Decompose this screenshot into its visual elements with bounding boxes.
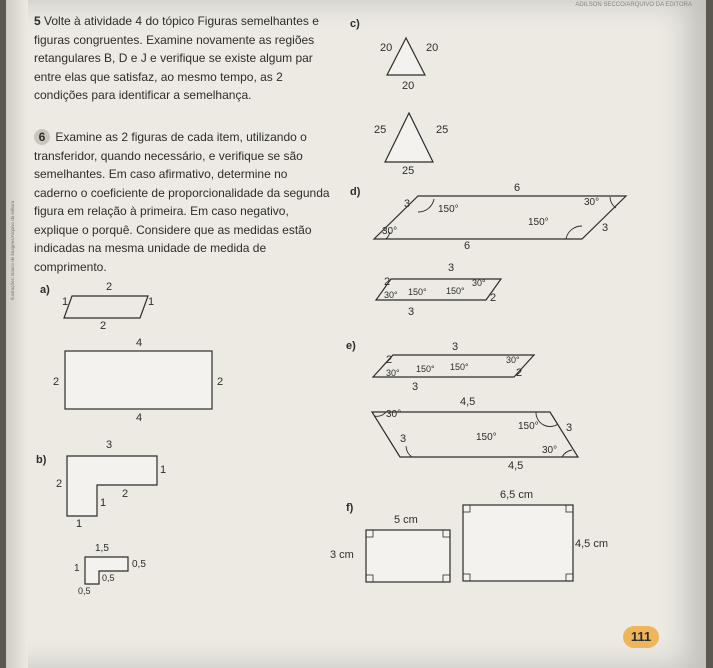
item-c-tri2-left: 25 <box>374 124 387 136</box>
item-e-par1-right: 2 <box>516 367 523 379</box>
item-a-fig2-right: 2 <box>217 376 224 388</box>
image-credit: Ilustrações: Banco de imagens/Arquivo da editora <box>10 200 15 300</box>
item-a-fig1-left: 1 <box>62 296 69 308</box>
item-c-label: c) <box>350 18 360 30</box>
item-e-par1-angle-c: 150° <box>450 362 469 372</box>
item-a-fig1-right: 1 <box>148 296 155 308</box>
item-c-tri1-base: 20 <box>402 80 415 92</box>
item-e-label: e) <box>346 340 356 352</box>
question-5-text: Volte à atividade 4 do tópico Figuras semelhantes e figuras congruentes. Examine novamente as regiões retangulares B, D e J e verifique se existe algum par entre elas que satisfaz, ao mesmo tempo, as 2 condições para identificar a semelhança. <box>34 14 319 102</box>
item-d-label: d) <box>350 186 361 198</box>
top-credit: ADILSON SECCO/ARQUIVO DA EDITORA <box>575 2 692 8</box>
item-e-par2-angle-c: 150° <box>476 432 497 443</box>
item-b-fig2-bottom: 0,5 <box>78 586 91 596</box>
item-f-rectangle-large <box>463 505 573 581</box>
item-b-fig1-right: 1 <box>160 464 167 476</box>
item-d-par2-bottom: 3 <box>408 306 415 318</box>
item-e-par1-top: 3 <box>452 341 459 353</box>
item-e-par1-bottom: 3 <box>412 381 419 393</box>
item-b-fig1-bottom: 1 <box>76 518 83 530</box>
item-e-par2-right: 3 <box>566 422 573 434</box>
item-d-par2-angle-c: 150° <box>446 286 465 296</box>
item-d-par1-angle-c: 150° <box>528 217 549 228</box>
question-5 <box>34 12 334 105</box>
question-5-number: 5 <box>34 14 41 28</box>
item-a-label: a) <box>40 284 50 296</box>
item-b-fig1-inner-h: 2 <box>122 488 129 500</box>
item-c-triangle-large <box>385 113 433 162</box>
item-d-par2-angle-b: 150° <box>408 287 427 297</box>
item-e-par1-angle-d: 30° <box>506 355 520 365</box>
page-number: 111 <box>623 626 659 648</box>
item-d-par1-angle-a: 150° <box>438 204 459 215</box>
item-c-tri2-right: 25 <box>436 124 449 136</box>
item-c-tri1-right: 20 <box>426 42 439 54</box>
item-c-triangle-small <box>387 38 425 75</box>
item-f-rectangle-small <box>366 530 450 582</box>
item-d-par2-top: 3 <box>448 262 455 274</box>
item-d-par1-left: 3 <box>404 198 411 210</box>
page-spine <box>6 0 28 668</box>
item-d-par1-right: 3 <box>602 222 609 234</box>
item-b-fig2-inner-v: 0,5 <box>102 573 115 583</box>
item-a-parallelogram-small <box>64 296 148 318</box>
item-f-label: f) <box>346 502 354 514</box>
item-e-par1-angle-b: 150° <box>416 364 435 374</box>
item-e-par1-angle-a: 30° <box>386 368 400 378</box>
item-b-fig1-inner-v: 1 <box>100 497 107 509</box>
item-d-par2-angle-d: 30° <box>472 278 486 288</box>
item-a-fig2-top: 4 <box>136 337 143 349</box>
item-d-par2-right: 2 <box>490 292 497 304</box>
item-d-par2-angle-a: 30° <box>384 290 398 300</box>
item-d-par1-bottom: 6 <box>464 240 471 252</box>
item-b-fig2-top: 1,5 <box>95 543 109 554</box>
item-a-rectangle-large <box>65 351 212 409</box>
item-b-label: b) <box>36 454 47 466</box>
item-d-par1-angle-d: 30° <box>382 226 398 237</box>
question-6-number: 6 <box>34 129 50 145</box>
item-e-par2-angle-d: 30° <box>542 445 558 456</box>
textbook-page <box>6 0 706 668</box>
item-f-rect2-height: 4,5 cm <box>575 538 609 550</box>
item-f-figures <box>6 0 7 1</box>
item-e-par2-left: 3 <box>400 433 407 445</box>
item-b-fig1-top: 3 <box>106 439 113 451</box>
item-f-rect2-width: 6,5 cm <box>500 489 534 501</box>
item-a-fig1-top: 2 <box>106 281 113 293</box>
item-e-par1-left: 2 <box>386 354 393 366</box>
item-b-l-shape-large <box>67 456 157 516</box>
item-d-par1-angle-b: 30° <box>584 197 600 208</box>
question-6 <box>34 128 330 276</box>
item-f-rect1-width: 5 cm <box>394 514 418 526</box>
item-a-fig2-bottom: 4 <box>136 412 143 424</box>
item-c-tri2-base: 25 <box>402 165 415 177</box>
item-a-fig2-left: 2 <box>53 376 60 388</box>
item-c-tri1-left: 20 <box>380 42 393 54</box>
item-d-par2-left: 2 <box>384 276 391 288</box>
item-b-fig2-right: 0,5 <box>132 559 146 570</box>
item-e-par2-angle-a: 30° <box>386 409 402 420</box>
item-b-fig2-left: 1 <box>74 563 80 574</box>
item-e-par2-top: 4,5 <box>460 396 476 408</box>
item-e-par2-bottom: 4,5 <box>508 460 524 472</box>
item-b-fig1-left: 2 <box>56 478 63 490</box>
item-a-fig1-bottom: 2 <box>100 320 107 332</box>
item-d-par1-top: 6 <box>514 182 521 194</box>
question-6-text: Examine as 2 figuras de cada item, utilizando o transferidor, quando necessário, e verifique se são semelhantes. Em caso afirmativo, determine no caderno o coeficiente de proporcionalidade da segunda figura em relação à primeira. Em caso negativo, explique o porquê. Considere que as medidas estão indicadas na mesma unidade de medida de comprimento. <box>34 130 330 274</box>
item-f-rect1-height: 3 cm <box>330 549 354 561</box>
item-e-par2-angle-b: 150° <box>518 421 539 432</box>
